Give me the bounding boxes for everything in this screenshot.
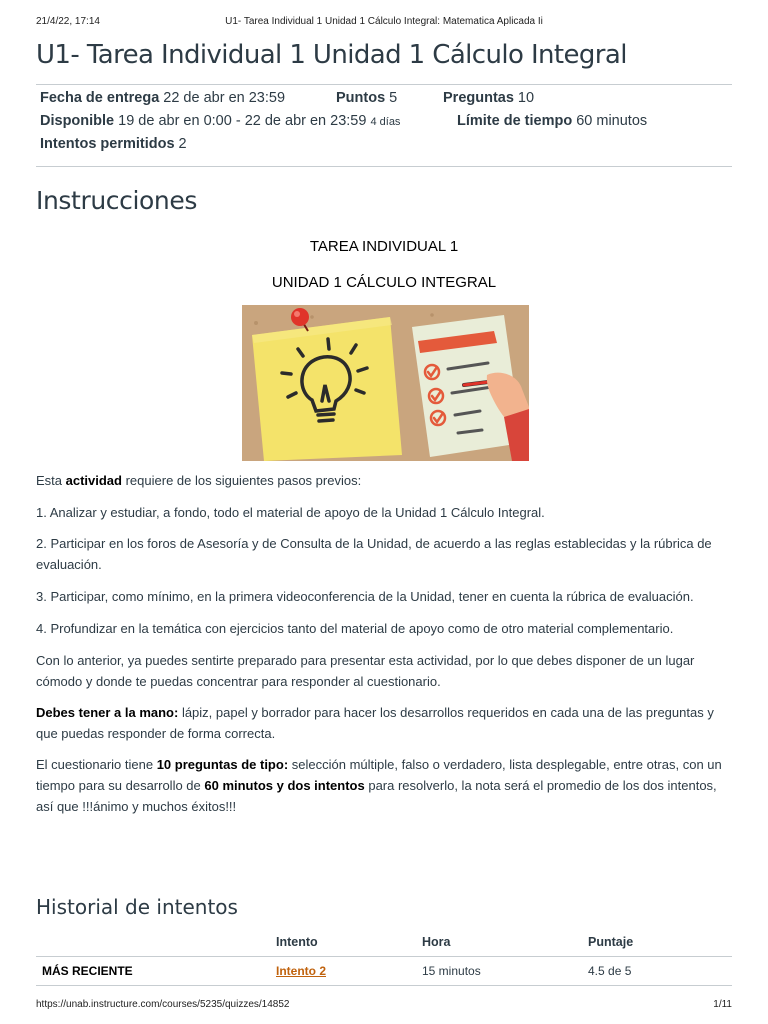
quiz-description-paragraph: El cuestionario tiene 10 preguntas de tipo: selección múltiple, falso o verdadero, lista desplegable, entre otras, con un tiempo para su desarrollo de 60 minutos y dos intentos para resolverlo, la nota será el promedio de los dos intentos, así que !!!ánimo y muchos éxitos!!! [36,757,722,814]
divider-top [36,84,732,85]
step-4: 4. Profundizar en la temática con ejercicios tanto del material de apoyo como de otro material complementario. [36,621,674,636]
unit-title: UNIDAD 1 CÁLCULO INTEGRAL [271,274,497,291]
points: Puntos 5 [336,90,398,106]
print-title: U1- Tarea Individual 1 Unidad 1 Cálculo Integral: Matematica Aplicada Ii [225,16,543,27]
divider-meta [36,166,732,167]
column-header-time: Hora [422,935,451,949]
table-row [36,957,732,986]
instructions-heading: Instrucciones [36,186,197,215]
sticky-note-checklist-illustration [242,305,529,461]
print-date: 21/4/22, 17:14 [36,16,100,27]
attempt-cell [276,957,422,986]
questions-count: Preguntas 10 [443,90,535,106]
column-header-attempt: Intento [276,935,318,949]
column-header-score: Puntaje [588,935,634,949]
latest-label: MÁS RECIENTE [36,957,276,986]
page-number: 1/11 [713,999,732,1010]
attempt-2-link[interactable]: Intento 2 [276,964,326,978]
step-2: 2. Participar en los foros de Asesoría y de Consulta de la Unidad, de acuerdo a las reglas establecidas y la rúbrica de evaluación. [36,536,712,572]
time-limit: Límite de tiempo 60 minutos [457,113,648,129]
table-header-row [36,928,732,957]
score-cell: 4.5 de 5 [588,957,732,986]
materials-paragraph: Debes tener a la mano: lápiz, papel y borrador para hacer los desarrollos requeridos en cada una de las preguntas y que puedas responder de forma correcta. [36,705,714,741]
column-header-empty [36,928,276,957]
allowed-attempts: Intentos permitidos 2 [40,136,187,152]
step-1: 1. Analizar y estudiar, a fondo, todo el material de apoyo de la Unidad 1 Cálculo Integral. [36,505,545,520]
intro-paragraph: Esta actividad requiere de los siguientes pasos previos: [36,473,362,488]
page-url: https://unab.instructure.com/courses/5235/quizzes/14852 [36,999,290,1010]
attempt-history-table [36,928,732,986]
availability: Disponible 19 de abr en 0:00 - 22 de abr en 23:59 4 días [40,113,401,129]
step-3: 3. Participar, como mínimo, en la primera videoconferencia de la Unidad, tener en cuenta la rúbrica de evaluación. [36,589,694,604]
assignment-title: TAREA INDIVIDUAL 1 [309,238,459,255]
available-days: 4 días [370,116,401,128]
time-cell: 15 minutos [422,957,588,986]
attempt-history-heading: Historial de intentos [36,895,238,919]
due-date: Fecha de entrega 22 de abr en 23:59 [40,90,286,106]
page-title: U1- Tarea Individual 1 Unidad 1 Cálculo Integral [36,40,627,70]
preparation-paragraph: Con lo anterior, ya puedes sentirte preparado para presentar esta actividad, por lo que debes disponer de un lugar cómodo y donde te puedas concentrar para responder al cuestionario. [36,653,695,689]
